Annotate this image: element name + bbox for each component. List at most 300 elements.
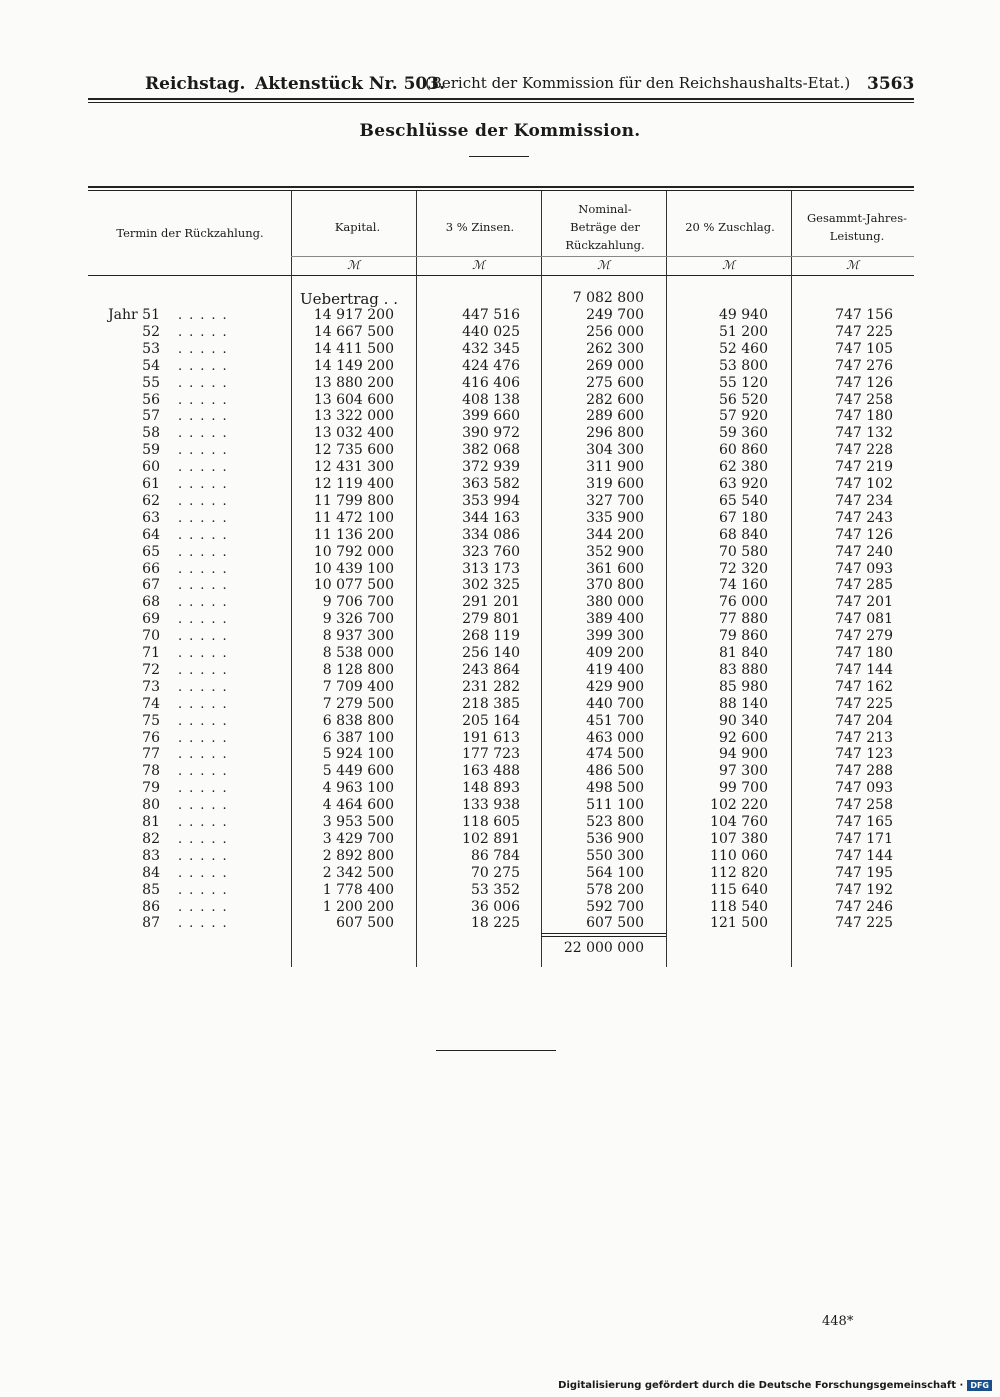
table-row [0, 730, 1000, 747]
running-head [145, 74, 915, 100]
zinsen-cell: 447 516 [462, 307, 520, 323]
table-row [0, 899, 1000, 916]
leader-dots: ..... [178, 510, 234, 526]
gesamt-cell: 747 105 [835, 340, 893, 357]
zinsen-cell: 279 801 [462, 611, 520, 628]
gesamt-cell: 747 228 [835, 442, 893, 459]
nominal-cell: 262 300 [586, 340, 644, 357]
zinsen-cell: 408 138 [462, 391, 520, 408]
nominal-cell: 275 600 [586, 374, 644, 391]
table-row [0, 831, 1000, 848]
kapital-cell: 14 917 200 [313, 307, 394, 323]
leader-dots: ..... [178, 612, 234, 628]
year-cell: 81 [142, 814, 160, 830]
zuschlag-cell: 74 160 [719, 577, 768, 594]
year-cell: 73 [142, 678, 160, 695]
leader-dots: ..... [178, 324, 234, 340]
footer-credit: Digitalisierung gefördert durch die Deutsche Forschungsgemeinschaft · [558, 1380, 964, 1391]
header-rule-thin [88, 102, 914, 103]
title-underline [469, 156, 529, 157]
gesamt-cell: 747 258 [835, 797, 893, 814]
gesamt-cell: 747 288 [835, 763, 893, 780]
nominal-cell: 474 500 [586, 746, 644, 763]
year-cell: 86 [142, 898, 160, 915]
table-row [0, 780, 1000, 797]
zinsen-cell: 416 406 [462, 374, 520, 391]
zinsen-cell: 53 352 [471, 881, 520, 898]
section-title: Beschlüsse der Kommission. [359, 121, 641, 141]
zinsen-cell: 205 164 [462, 712, 520, 729]
unit-mark: ℳ [597, 258, 610, 272]
zuschlag-cell: 62 380 [719, 459, 768, 476]
zuschlag-cell: 92 600 [719, 729, 768, 746]
column-header-zinsen: 3 % Zinsen. [445, 220, 515, 234]
table-top-rule [88, 186, 914, 188]
table-row [0, 915, 1000, 932]
zuschlag-cell: 88 140 [719, 695, 768, 712]
table-row [0, 882, 1000, 899]
header-document: Aktenstück Nr. 503. [255, 74, 446, 94]
table-row [0, 442, 1000, 459]
unit-mark: ℳ [846, 258, 859, 272]
zuschlag-cell: 90 340 [719, 712, 768, 729]
kapital-cell: 12 431 300 [313, 459, 394, 476]
nominal-cell: 451 700 [586, 712, 644, 729]
column-header-gesamt: Gesammt-Jahres-Leistung. [806, 211, 908, 243]
year-cell: Jahr 51 [108, 307, 160, 323]
leader-dots: ..... [178, 308, 234, 323]
nominal-cell: 361 600 [586, 560, 644, 577]
table-row [0, 375, 1000, 392]
year-cell: 87 [142, 915, 160, 932]
kapital-cell: 14 411 500 [313, 340, 394, 357]
zuschlag-cell: 104 760 [710, 814, 768, 830]
year-cell: 83 [142, 847, 160, 864]
zuschlag-cell: 115 640 [710, 881, 768, 898]
nominal-cell: 429 900 [586, 678, 644, 695]
table-row [0, 527, 1000, 544]
nominal-cell: 607 500 [586, 915, 644, 932]
year-cell: 72 [142, 661, 160, 678]
nominal-cell: 419 400 [586, 661, 644, 678]
gesamt-cell: 747 165 [835, 814, 893, 830]
zinsen-cell: 382 068 [462, 442, 520, 459]
table-row [0, 392, 1000, 409]
nominal-cell: 304 300 [586, 442, 644, 459]
header-section: Reichstag. [145, 74, 246, 94]
table-row [0, 307, 1000, 324]
year-cell: 71 [142, 645, 160, 661]
zuschlag-cell: 107 380 [710, 830, 768, 847]
gesamt-cell: 747 156 [835, 307, 893, 323]
zuschlag-cell: 49 940 [719, 307, 768, 323]
zuschlag-cell: 60 860 [719, 442, 768, 459]
table-row [0, 544, 1000, 561]
year-cell: 67 [142, 577, 160, 594]
nominal-cell: 335 900 [586, 509, 644, 526]
table-row [0, 594, 1000, 611]
nominal-cell: 399 300 [586, 628, 644, 645]
year-cell: 74 [142, 695, 160, 712]
end-rule [436, 1050, 556, 1051]
zinsen-cell: 177 723 [462, 746, 520, 763]
kapital-cell: 8 937 300 [322, 628, 394, 645]
table-row [0, 679, 1000, 696]
zuschlag-cell: 59 360 [719, 425, 768, 442]
gesamt-cell: 747 123 [835, 746, 893, 763]
unit-mark: ℳ [722, 258, 735, 272]
kapital-cell: 10 439 100 [313, 560, 394, 577]
year-cell: 79 [142, 780, 160, 797]
header-rule [88, 98, 914, 100]
gesamt-cell: 747 162 [835, 678, 893, 695]
year-cell: 55 [142, 374, 160, 391]
gesamt-cell: 747 243 [835, 509, 893, 526]
zinsen-cell: 399 660 [462, 408, 520, 425]
zuschlag-cell: 83 880 [719, 661, 768, 678]
zuschlag-cell: 57 920 [719, 408, 768, 425]
year-cell: 78 [142, 763, 160, 780]
zuschlag-cell: 63 920 [719, 476, 768, 492]
leader-dots: ..... [178, 815, 234, 830]
leader-dots: ..... [178, 696, 234, 712]
leader-dots: ..... [178, 747, 234, 763]
kapital-cell: 8 538 000 [322, 645, 394, 661]
kapital-cell: 7 279 500 [322, 695, 394, 712]
sum-rule-double [541, 936, 666, 937]
kapital-cell: 2 342 500 [322, 864, 394, 881]
unit-mark: ℳ [347, 258, 360, 272]
leader-dots: ..... [178, 409, 234, 425]
gesamt-cell: 747 195 [835, 864, 893, 881]
leader-dots: ..... [178, 831, 234, 847]
kapital-cell: 11 799 800 [313, 492, 394, 509]
zinsen-cell: 390 972 [462, 425, 520, 442]
gesamt-cell: 747 225 [835, 915, 893, 932]
nominal-cell: 409 200 [586, 645, 644, 661]
nominal-cell: 440 700 [586, 695, 644, 712]
leader-dots: ..... [178, 392, 234, 408]
table-row [0, 797, 1000, 814]
year-cell: 85 [142, 881, 160, 898]
zinsen-cell: 268 119 [462, 628, 520, 645]
table-row [0, 510, 1000, 527]
zinsen-cell: 218 385 [462, 695, 520, 712]
zinsen-cell: 86 784 [471, 847, 520, 864]
gesamt-cell: 747 126 [835, 526, 893, 543]
gesamt-cell: 747 144 [835, 847, 893, 864]
zinsen-cell: 302 325 [462, 577, 520, 594]
gesamt-cell: 747 258 [835, 391, 893, 408]
zuschlag-cell: 67 180 [719, 509, 768, 526]
leader-dots: ..... [178, 358, 234, 374]
zinsen-cell: 18 225 [471, 915, 520, 932]
nominal-cell: 370 800 [586, 577, 644, 594]
zuschlag-cell: 77 880 [719, 611, 768, 628]
year-cell: 56 [142, 391, 160, 408]
nominal-cell: 550 300 [586, 847, 644, 864]
nominal-cell: 498 500 [586, 780, 644, 797]
kapital-cell: 11 472 100 [313, 509, 394, 526]
year-cell: 62 [142, 492, 160, 509]
year-cell: 58 [142, 425, 160, 442]
column-header-termin: Termin der Rückzahlung. [116, 226, 264, 240]
kapital-cell: 2 892 800 [322, 847, 394, 864]
table-row [0, 493, 1000, 510]
zinsen-cell: 231 282 [462, 678, 520, 695]
zinsen-cell: 102 891 [462, 830, 520, 847]
zinsen-cell: 36 006 [471, 898, 520, 915]
year-cell: 57 [142, 408, 160, 425]
zinsen-cell: 163 488 [462, 763, 520, 780]
leader-dots: ..... [178, 375, 234, 391]
gesamt-cell: 747 144 [835, 661, 893, 678]
zuschlag-cell: 121 500 [710, 915, 768, 932]
gesamt-cell: 747 126 [835, 374, 893, 391]
zinsen-cell: 424 476 [462, 357, 520, 374]
table-row [0, 696, 1000, 713]
year-cell: 63 [142, 509, 160, 526]
table-row [0, 763, 1000, 780]
leader-dots: ..... [178, 477, 234, 492]
gesamt-cell: 747 234 [835, 492, 893, 509]
table-row [0, 425, 1000, 442]
kapital-cell: 4 464 600 [322, 797, 394, 814]
kapital-cell: 14 667 500 [313, 323, 394, 340]
gesamt-cell: 747 102 [835, 476, 893, 492]
leader-dots: ..... [178, 578, 234, 594]
column-header-nominal: Nominal-Beträge der Rückzahlung. [565, 202, 645, 252]
nominal-cell: 319 600 [586, 476, 644, 492]
nominal-cell: 564 100 [586, 864, 644, 881]
leader-dots: ..... [178, 679, 234, 695]
zuschlag-cell: 79 860 [719, 628, 768, 645]
year-cell: 75 [142, 712, 160, 729]
zinsen-cell: 353 994 [462, 492, 520, 509]
year-cell: 84 [142, 864, 160, 881]
year-cell: 80 [142, 797, 160, 814]
year-cell: 70 [142, 628, 160, 645]
table-row [0, 662, 1000, 679]
zuschlag-cell: 70 580 [719, 543, 768, 560]
zinsen-cell: 432 345 [462, 340, 520, 357]
nominal-cell: 536 900 [586, 830, 644, 847]
year-cell: 66 [142, 560, 160, 577]
year-cell: 52 [142, 323, 160, 340]
kapital-cell: 3 429 700 [322, 830, 394, 847]
leader-dots: ..... [178, 848, 234, 864]
year-cell: 64 [142, 526, 160, 543]
year-cell: 82 [142, 830, 160, 847]
nominal-cell: 380 000 [586, 594, 644, 611]
zinsen-cell: 118 605 [462, 814, 520, 830]
signature-mark: 448* [822, 1314, 854, 1329]
unit-mark: ℳ [472, 258, 485, 272]
leader-dots: ..... [178, 781, 234, 797]
year-cell: 65 [142, 543, 160, 560]
carry-over-label: Uebertrag . . [300, 290, 398, 308]
leader-dots: ..... [178, 916, 234, 932]
table-row [0, 561, 1000, 578]
zinsen-cell: 363 582 [462, 476, 520, 492]
table-row [0, 476, 1000, 493]
nominal-cell: 352 900 [586, 543, 644, 560]
zuschlag-cell: 102 220 [710, 797, 768, 814]
dfg-logo: DFG [967, 1380, 992, 1391]
gesamt-cell: 747 093 [835, 560, 893, 577]
gesamt-cell: 747 240 [835, 543, 893, 560]
zuschlag-cell: 81 840 [719, 645, 768, 661]
gesamt-cell: 747 225 [835, 323, 893, 340]
gesamt-cell: 747 192 [835, 881, 893, 898]
nominal-cell: 282 600 [586, 391, 644, 408]
year-cell: 54 [142, 357, 160, 374]
year-cell: 76 [142, 729, 160, 746]
zinsen-cell: 334 086 [462, 526, 520, 543]
column-header-zuschlag: 20 % Zuschlag. [685, 220, 775, 234]
leader-dots: ..... [178, 882, 234, 898]
year-cell: 69 [142, 611, 160, 628]
nominal-cell: 249 700 [586, 307, 644, 323]
nominal-cell: 592 700 [586, 898, 644, 915]
nominal-cell: 486 500 [586, 763, 644, 780]
kapital-cell: 11 136 200 [313, 526, 394, 543]
gesamt-cell: 747 093 [835, 780, 893, 797]
nominal-cell: 344 200 [586, 526, 644, 543]
page-number: 3563 [867, 74, 915, 94]
nominal-cell: 389 400 [586, 611, 644, 628]
leader-dots: ..... [178, 662, 234, 678]
gesamt-cell: 747 180 [835, 645, 893, 661]
header-subject: (Bericht der Kommission für den Reichshaushalts-Etat.) [425, 74, 851, 92]
kapital-cell: 12 119 400 [313, 476, 394, 492]
kapital-cell: 13 880 200 [313, 374, 394, 391]
leader-dots: ..... [178, 646, 234, 661]
zuschlag-cell: 51 200 [719, 323, 768, 340]
kapital-cell: 5 924 100 [322, 746, 394, 763]
zuschlag-cell: 52 460 [719, 340, 768, 357]
nominal-cell: 578 200 [586, 881, 644, 898]
zinsen-cell: 243 864 [462, 661, 520, 678]
nominal-cell: 511 100 [586, 797, 644, 814]
kapital-cell: 7 709 400 [322, 678, 394, 695]
leader-dots: ..... [178, 899, 234, 915]
kapital-cell: 8 128 800 [322, 661, 394, 678]
year-cell: 68 [142, 594, 160, 611]
nominal-cell: 296 800 [586, 425, 644, 442]
zuschlag-cell: 85 980 [719, 678, 768, 695]
kapital-cell: 4 963 100 [322, 780, 394, 797]
zuschlag-cell: 72 320 [719, 560, 768, 577]
zuschlag-cell: 99 700 [719, 780, 768, 797]
kapital-cell: 5 449 600 [322, 763, 394, 780]
zuschlag-cell: 56 520 [719, 391, 768, 408]
gesamt-cell: 747 132 [835, 425, 893, 442]
table-row [0, 324, 1000, 341]
leader-dots: ..... [178, 595, 234, 611]
gesamt-cell: 747 246 [835, 898, 893, 915]
table-row [0, 408, 1000, 425]
zuschlag-cell: 112 820 [710, 864, 768, 881]
nominal-cell: 269 000 [586, 357, 644, 374]
table-row [0, 645, 1000, 662]
kapital-cell: 10 077 500 [313, 577, 394, 594]
nominal-cell: 523 800 [586, 814, 644, 830]
table-row [0, 358, 1000, 375]
gesamt-cell: 747 285 [835, 577, 893, 594]
kapital-cell: 13 032 400 [313, 425, 394, 442]
leader-dots: ..... [178, 865, 234, 881]
zuschlag-cell: 118 540 [710, 898, 768, 915]
kapital-cell: 10 792 000 [313, 543, 394, 560]
zuschlag-cell: 68 840 [719, 526, 768, 543]
gesamt-cell: 747 213 [835, 729, 893, 746]
kapital-cell: 1 778 400 [322, 881, 394, 898]
table-row [0, 341, 1000, 358]
table-row [0, 577, 1000, 594]
zinsen-cell: 256 140 [462, 645, 520, 661]
leader-dots: ..... [178, 460, 234, 476]
leader-dots: ..... [178, 764, 234, 780]
gesamt-cell: 747 081 [835, 611, 893, 628]
gesamt-cell: 747 204 [835, 712, 893, 729]
zuschlag-cell: 55 120 [719, 374, 768, 391]
table-row [0, 459, 1000, 476]
leader-dots: ..... [178, 527, 234, 543]
zuschlag-cell: 97 300 [719, 763, 768, 780]
kapital-cell: 3 953 500 [322, 814, 394, 830]
zinsen-cell: 440 025 [462, 323, 520, 340]
year-cell: 60 [142, 459, 160, 476]
nominal-cell: 256 000 [586, 323, 644, 340]
gesamt-cell: 747 279 [835, 628, 893, 645]
year-cell: 61 [142, 476, 160, 492]
year-cell: 53 [142, 340, 160, 357]
zinsen-cell: 372 939 [462, 459, 520, 476]
zuschlag-cell: 94 900 [719, 746, 768, 763]
table-row [0, 814, 1000, 831]
zuschlag-cell: 65 540 [719, 492, 768, 509]
zuschlag-cell: 53 800 [719, 357, 768, 374]
kapital-cell: 13 604 600 [313, 391, 394, 408]
kapital-cell: 12 735 600 [313, 442, 394, 459]
leader-dots: ..... [178, 798, 234, 814]
total-nominal: 22 000 000 [563, 940, 644, 956]
year-cell: 59 [142, 442, 160, 459]
column-header-kapital: Kapital. [334, 220, 381, 234]
kapital-cell: 6 387 100 [322, 729, 394, 746]
zuschlag-cell: 76 000 [719, 594, 768, 611]
zinsen-cell: 70 275 [471, 864, 520, 881]
kapital-cell: 9 706 700 [322, 594, 394, 611]
gesamt-cell: 747 171 [835, 830, 893, 847]
leader-dots: ..... [178, 629, 234, 645]
kapital-cell: 9 326 700 [322, 611, 394, 628]
table-row [0, 746, 1000, 763]
leader-dots: ..... [178, 561, 234, 577]
gesamt-cell: 747 180 [835, 408, 893, 425]
carry-over-nominal: 7 082 800 [572, 290, 644, 306]
table-row [0, 628, 1000, 645]
leader-dots: ..... [178, 544, 234, 560]
zinsen-cell: 133 938 [462, 797, 520, 814]
nominal-cell: 463 000 [586, 729, 644, 746]
table-row [0, 713, 1000, 730]
gesamt-cell: 747 225 [835, 695, 893, 712]
table-row [0, 865, 1000, 882]
year-cell: 77 [142, 746, 160, 763]
leader-dots: ..... [178, 426, 234, 442]
